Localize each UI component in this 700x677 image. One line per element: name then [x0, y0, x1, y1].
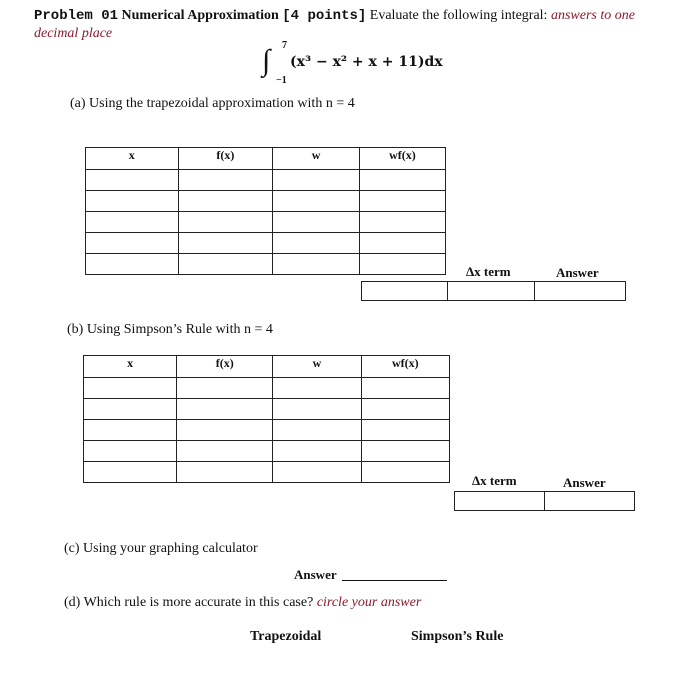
table-cell[interactable] — [361, 441, 449, 462]
table-header-fx: f(x) — [178, 148, 273, 170]
table-cell[interactable] — [178, 170, 273, 191]
part-b-dx-label: Δx term — [472, 473, 517, 488]
table-cell[interactable] — [177, 441, 273, 462]
table-cell[interactable] — [361, 399, 449, 420]
table-cell[interactable] — [273, 462, 361, 483]
table-cell[interactable] — [86, 191, 179, 212]
part-a-result-boxes — [361, 281, 626, 301]
answer-note: answers to one — [550, 8, 635, 23]
problem-label: Problem 01 — [34, 8, 119, 24]
table-cell[interactable] — [361, 462, 449, 483]
table-cell[interactable] — [177, 399, 273, 420]
integral-sign: ∫ — [262, 44, 271, 77]
part-d-prompt: (d) Which rule is more accurate in this case? — [64, 595, 314, 610]
table-cell[interactable] — [273, 233, 360, 254]
table-header-w: w — [273, 356, 361, 378]
part-a-prompt: (a) Using the trapezoidal approximation with n = 4 — [70, 96, 355, 111]
table-header-x: x — [86, 148, 179, 170]
table-cell[interactable] — [273, 441, 361, 462]
part-a-dx-label: Δx term — [466, 264, 511, 279]
table-cell[interactable] — [84, 462, 177, 483]
part-c-answer-line[interactable] — [342, 580, 447, 581]
integrand: (x³ − x² + x + 11)dx — [290, 54, 443, 70]
problem-points: [4 points] — [282, 8, 367, 24]
table-cell[interactable] — [359, 191, 445, 212]
table-cell[interactable] — [84, 420, 177, 441]
table-header-fx: f(x) — [177, 356, 273, 378]
table-cell[interactable] — [273, 378, 361, 399]
table-cell[interactable] — [177, 420, 273, 441]
table-cell[interactable] — [359, 233, 445, 254]
simpson-table — [83, 355, 450, 483]
part-c-prompt: (c) Using your graphing calculator — [64, 541, 258, 556]
part-c-answer-label: Answer — [294, 567, 337, 582]
option-simpsons-rule[interactable]: Simpson’s Rule — [411, 629, 504, 644]
table-cell[interactable] — [84, 441, 177, 462]
table-cell[interactable] — [273, 420, 361, 441]
table-cell[interactable] — [84, 378, 177, 399]
table-header-x: x — [84, 356, 177, 378]
table-cell[interactable] — [361, 378, 449, 399]
table-cell[interactable] — [86, 170, 179, 191]
part-b-answer-box[interactable] — [544, 491, 635, 511]
problem-instruction: Evaluate the following integral: — [369, 8, 548, 23]
table-cell[interactable] — [178, 212, 273, 233]
part-a-answer-box[interactable] — [534, 281, 626, 301]
table-header-wfx: wf(x) — [361, 356, 449, 378]
part-b-prompt: (b) Using Simpson’s Rule with n = 4 — [67, 322, 273, 337]
integral-upper-limit: 7 — [282, 40, 287, 51]
part-b-answer-label: Answer — [563, 475, 606, 490]
table-cell[interactable] — [86, 254, 179, 275]
table-cell[interactable] — [177, 462, 273, 483]
table-cell[interactable] — [361, 420, 449, 441]
part-d-note: circle your answer — [316, 595, 422, 610]
table-cell[interactable] — [273, 399, 361, 420]
part-b-dx-box[interactable] — [454, 491, 545, 511]
table-cell[interactable] — [84, 399, 177, 420]
table-header-wfx: wf(x) — [359, 148, 445, 170]
part-a-dx-box[interactable] — [447, 281, 535, 301]
table-cell[interactable] — [359, 254, 445, 275]
table-cell[interactable] — [273, 254, 360, 275]
table-cell[interactable] — [273, 212, 360, 233]
table-header-w: w — [273, 148, 360, 170]
option-trapezoidal[interactable]: Trapezoidal — [250, 629, 322, 644]
answer-note-cont: decimal place — [34, 26, 113, 41]
part-b-result-boxes — [454, 491, 635, 511]
table-cell[interactable] — [86, 233, 179, 254]
table-cell[interactable] — [178, 254, 273, 275]
part-a-answer-label: Answer — [556, 265, 599, 280]
part-a-blank-box[interactable] — [361, 281, 448, 301]
problem-title: Numerical Approximation — [121, 8, 279, 23]
table-cell[interactable] — [273, 191, 360, 212]
table-cell[interactable] — [359, 170, 445, 191]
table-cell[interactable] — [178, 191, 273, 212]
table-cell[interactable] — [359, 212, 445, 233]
table-cell[interactable] — [177, 378, 273, 399]
table-cell[interactable] — [273, 170, 360, 191]
table-cell[interactable] — [178, 233, 273, 254]
trapezoid-table — [85, 147, 446, 275]
problem-header — [34, 7, 674, 43]
integral-lower-limit: −1 — [276, 75, 287, 86]
table-cell[interactable] — [86, 212, 179, 233]
part-d-question — [64, 595, 421, 611]
